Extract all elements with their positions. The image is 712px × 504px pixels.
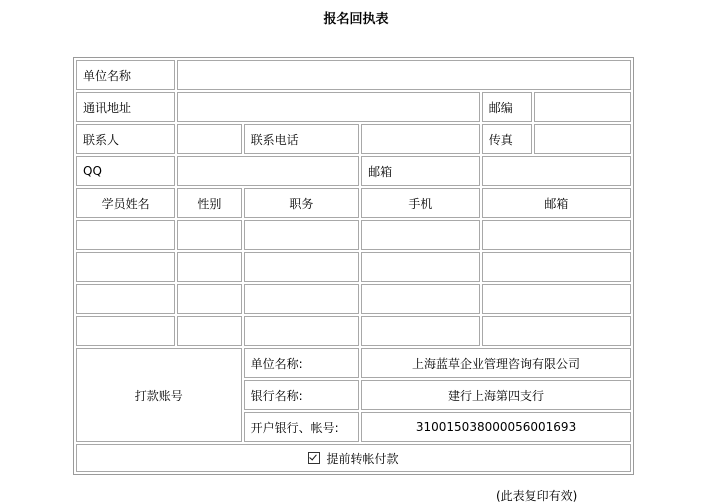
copy-valid-note: (此表复印有效) (496, 489, 578, 503)
payment-row-company (76, 348, 631, 378)
transfer-option[interactable] (76, 444, 631, 472)
header-email: 邮箱 (482, 188, 631, 218)
student-email-cell[interactable] (482, 284, 631, 314)
transfer-row (76, 444, 631, 472)
student-gender-cell[interactable] (177, 252, 241, 282)
student-row (76, 220, 631, 250)
header-position: 职务 (244, 188, 360, 218)
qq-row (76, 156, 631, 186)
student-position-cell[interactable] (244, 316, 360, 346)
student-email-cell[interactable] (482, 252, 631, 282)
student-mobile-cell[interactable] (361, 252, 480, 282)
student-position-cell[interactable] (244, 220, 360, 250)
header-gender: 性别 (177, 188, 241, 218)
email-label: 邮箱 (361, 156, 480, 186)
payment-bank-label: 银行名称: (244, 380, 360, 410)
header-student-name: 学员姓名 (76, 188, 175, 218)
company-row (76, 60, 631, 90)
transfer-label: 提前转帐付款 (326, 451, 399, 466)
payment-account-label: 打款账号 (76, 348, 242, 442)
student-name-cell[interactable] (76, 284, 175, 314)
fax-label: 传真 (482, 124, 532, 154)
student-header-row (76, 188, 631, 218)
contact-row (76, 124, 631, 154)
student-name-cell[interactable] (76, 220, 175, 250)
payment-company-label: 单位名称: (244, 348, 360, 378)
postcode-input[interactable] (534, 92, 631, 122)
qq-label: QQ (76, 156, 175, 186)
student-position-cell[interactable] (244, 284, 360, 314)
student-mobile-cell[interactable] (361, 284, 480, 314)
student-name-cell[interactable] (76, 252, 175, 282)
payment-bank-value: 建行上海第四支行 (361, 380, 631, 410)
registration-form-table (73, 57, 634, 475)
student-row (76, 316, 631, 346)
address-row (76, 92, 631, 122)
email-input[interactable] (482, 156, 631, 186)
student-name-cell[interactable] (76, 316, 175, 346)
contact-input[interactable] (177, 124, 241, 154)
student-mobile-cell[interactable] (361, 316, 480, 346)
header-mobile: 手机 (361, 188, 480, 218)
fax-input[interactable] (534, 124, 631, 154)
qq-input[interactable] (177, 156, 359, 186)
address-label: 通讯地址 (76, 92, 175, 122)
address-input[interactable] (177, 92, 480, 122)
payment-account-number-value: 310015038000056001693 (361, 412, 631, 442)
checkbox-checked-icon[interactable] (308, 452, 320, 464)
student-row (76, 284, 631, 314)
student-row (76, 252, 631, 282)
phone-label: 联系电话 (244, 124, 360, 154)
payment-company-value: 上海蓝草企业管理咨询有限公司 (361, 348, 631, 378)
student-position-cell[interactable] (244, 252, 360, 282)
form-title: 报名回执表 (323, 12, 389, 27)
student-gender-cell[interactable] (177, 284, 241, 314)
contact-label: 联系人 (76, 124, 175, 154)
company-input[interactable] (177, 60, 631, 90)
payment-account-number-label: 开户银行、帐号: (244, 412, 360, 442)
company-label: 单位名称 (76, 60, 175, 90)
student-gender-cell[interactable] (177, 316, 241, 346)
student-mobile-cell[interactable] (361, 220, 480, 250)
student-email-cell[interactable] (482, 220, 631, 250)
phone-input[interactable] (361, 124, 480, 154)
student-email-cell[interactable] (482, 316, 631, 346)
postcode-label: 邮编 (482, 92, 532, 122)
student-gender-cell[interactable] (177, 220, 241, 250)
